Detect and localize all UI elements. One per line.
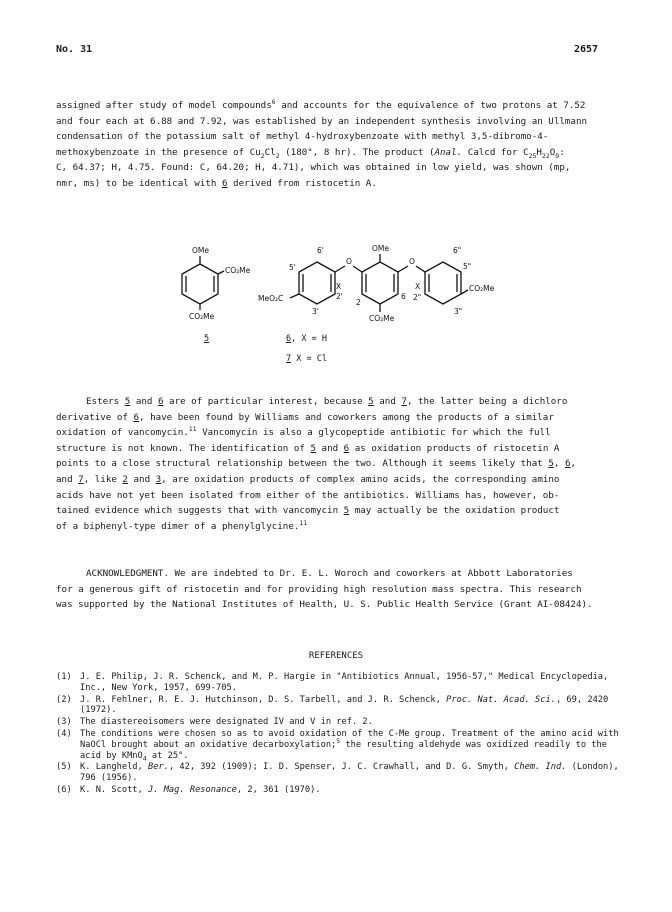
subscript: 25: [528, 151, 537, 160]
bond-ether: [353, 266, 362, 272]
journal-name: J. Mag. Resonance: [148, 784, 237, 795]
text-span: :: [559, 146, 565, 158]
paragraph-esters: [56, 394, 622, 534]
position-label: 2": [413, 293, 422, 302]
reference-text: The diastereoisomers were designated IV and V in ref. 2.: [80, 717, 373, 728]
benzene-ring-middle: [362, 262, 398, 304]
reference-item: [56, 695, 626, 717]
footnote-ref: 6: [271, 97, 276, 106]
text-span: K. N. Scott,: [80, 784, 148, 795]
page-number: 2657: [574, 44, 599, 55]
position-label: 2: [356, 298, 361, 307]
text-span: the resulting aldehyde was oxidized readily to the acid by KMnO: [80, 739, 607, 761]
label-oxygen: O: [346, 257, 352, 266]
position-label: 6': [317, 246, 324, 255]
structures-svg: [170, 242, 530, 372]
subscript: 4: [142, 754, 147, 763]
text-span: , have been found by Williams and coworkers among the products of a similar: [139, 411, 554, 423]
subscript: 9: [555, 151, 560, 160]
caption-text: , X = H: [291, 334, 327, 344]
text-span: are of particular interest, because: [163, 396, 369, 407]
compound-number: 6: [286, 334, 292, 344]
footnote-ref: 11: [188, 425, 197, 434]
reference-text: [80, 695, 626, 717]
text-span: tained evidence which suggests that with vancomycin: [56, 505, 344, 517]
reference-item: [56, 729, 626, 761]
reference-number: (1): [56, 672, 72, 682]
text-line: for a generous gift of ristocetin and for providing high resolution mass spectra. This research: [56, 583, 582, 595]
label-co2me: CO₂Me: [469, 284, 495, 293]
label-co2me: CO₂Me: [369, 314, 395, 323]
text-span: Esters: [86, 396, 125, 407]
compound-number: 7: [286, 354, 292, 364]
position-label: 3': [312, 307, 319, 316]
bond-ether: [416, 266, 425, 272]
reference-item: [56, 672, 626, 694]
reference-item: [56, 717, 626, 728]
text-span: , like: [83, 473, 123, 485]
text-span: (180°, 8 hr). The product (: [279, 146, 435, 158]
text-span: derivative of: [56, 411, 134, 423]
text-span: H: [536, 146, 542, 158]
compound-ref: 6: [221, 177, 228, 189]
text-span: ,: [553, 458, 560, 470]
position-label: 5": [463, 262, 472, 271]
text-span: and: [56, 473, 79, 485]
text-span: methoxybenzoate in the presence of Cu: [56, 146, 261, 158]
position-label: 6": [453, 246, 462, 255]
bond-ether: [335, 266, 345, 272]
text-span: as oxidation products of ristocetin A: [349, 442, 560, 454]
text-span: , are oxidation products of complex amino acids, the corresponding amino: [161, 473, 560, 485]
text-span: and: [127, 473, 156, 485]
text-span: K. Langheld,: [80, 762, 148, 773]
bond-co2me: [461, 290, 468, 294]
text-span: and: [316, 442, 344, 454]
reference-text: [80, 729, 626, 761]
acknowledgment: [56, 566, 622, 613]
journal-issue-number: No. 31: [56, 44, 93, 55]
text-span: (London), 796 (1956).: [80, 762, 619, 784]
text-span: Cl: [264, 146, 276, 158]
reference-item: [56, 762, 626, 784]
caption-text: X = Cl: [291, 354, 327, 364]
text-span: Vancomycin is also a glycopeptide antibiotic for which the full: [196, 427, 551, 439]
compound-5-caption: 5: [204, 334, 210, 344]
compound-ref: 5: [343, 505, 350, 517]
reference-text: J. E. Philip, J. R. Schenck, and M. P. Hargie in "Antibiotics Annual, 1956-57," Medical Encyclopedia, Inc., New York, 1957, 699-705.: [80, 672, 609, 693]
text-span: of a biphenyl-type dimer of a phenylglycine.: [56, 520, 300, 532]
reference-number: (5): [56, 762, 72, 773]
footnote-ref: 5: [336, 736, 341, 745]
text-span: nmr, ms) to be identical with: [56, 177, 222, 189]
subscript: 2: [260, 151, 265, 160]
subscript: 22: [541, 151, 550, 160]
text-span: O: [549, 146, 556, 158]
italic-text: Anal.: [434, 146, 463, 158]
text-span: derived from ristocetin A.: [227, 177, 377, 189]
label-oxygen: O: [409, 257, 415, 266]
label-meo2c: MeO₂C: [258, 294, 284, 303]
position-label: 2': [336, 292, 343, 301]
benzene-ring-left: [299, 262, 335, 304]
journal-name: Ber.: [148, 762, 169, 773]
bond-meo2c: [290, 294, 299, 298]
text-line: and four each at 6.88 and 7.92, was established by an independent synthesis involving an Ullmann: [56, 115, 588, 127]
paragraph-synthesis: [56, 98, 622, 192]
compound-ref: 7: [78, 473, 84, 485]
reference-number: (6): [56, 784, 72, 795]
label-co2me: CO₂Me: [225, 266, 251, 275]
compound-ref: 7: [401, 396, 407, 407]
benzene-ring-right: [425, 262, 461, 304]
text-span: structure is not known. The identification of: [56, 442, 311, 454]
text-span: and accounts for the equivalence of two protons at 7.52: [275, 100, 586, 111]
compound-ref: 6: [133, 411, 139, 423]
label-x: X: [336, 282, 342, 291]
footnote-ref: 11: [299, 518, 308, 527]
journal-name: Proc. Nat. Acad. Sci.: [446, 694, 556, 705]
text-span: Calcd for C: [462, 146, 529, 158]
text-span: , 2, 361 (1970).: [236, 784, 321, 795]
text-line: C, 64.37; H, 4.75. Found: C, 64.20; H, 4.71), which was obtained in low yield, was shown (mp,: [56, 162, 571, 174]
position-label: 3": [454, 307, 463, 316]
text-line: was supported by the National Institutes of Health, U. S. Public Health Service (Grant AI-08424).: [56, 599, 593, 611]
reference-number: (4): [56, 728, 72, 739]
reference-item: [56, 785, 626, 796]
compound-ref: 6: [564, 458, 571, 470]
journal-name: Chem. Ind.: [514, 762, 567, 773]
compound-ref: 5: [368, 396, 374, 407]
label-co2me: CO₂Me: [189, 312, 215, 321]
text-span: oxidation of vancomycin.: [56, 427, 189, 439]
compound-ref: 6: [157, 396, 164, 407]
text-span: may actually be the oxidation product: [349, 505, 560, 517]
subscript: 2: [275, 151, 280, 160]
compound-7-caption: [286, 354, 327, 364]
label-x: X: [415, 282, 421, 291]
compound-ref: 2: [122, 473, 128, 485]
references-list: [56, 672, 626, 797]
text-span: ,: [570, 458, 577, 470]
compound-ref: 5: [548, 458, 554, 470]
text-span: , the latter being a dichloro: [406, 396, 568, 407]
text-span: , 69, 2420 (1972).: [80, 694, 609, 716]
benzene-ring-5: [182, 264, 218, 304]
text-span: and: [130, 396, 158, 407]
text-span: points to a close structural relationship between the two. Although it seems likely that: [56, 458, 549, 470]
compound-6-caption: [286, 334, 327, 344]
position-label: 6: [401, 292, 406, 301]
bond-ether: [398, 266, 408, 272]
reference-text: [80, 785, 626, 796]
compound-ref: 3: [155, 473, 162, 485]
compound-ref: 5: [310, 442, 316, 454]
references-heading: REFERENCES: [308, 651, 364, 661]
reference-number: (2): [56, 694, 72, 705]
text-line: condensation of the potassium salt of methyl 4-hydroxybenzoate with methyl 3,5-dibromo-4-: [56, 131, 549, 143]
compound-ref: 5: [124, 396, 131, 407]
compound-ref: 6: [343, 442, 350, 454]
text-line: acids have not yet been isolated from either of the antibiotics. Williams has, however, ob-: [56, 489, 560, 501]
label-ome: OMe: [372, 244, 389, 253]
reference-number: (3): [56, 717, 72, 728]
text-span: J. R. Fehlner, R. E. J. Hutchinson, D. S. Tarbell, and J. R. Schenck,: [80, 694, 447, 705]
text-span: ACKNOWLEDGMENT. We are indebted to Dr. E. L. Woroch and coworkers at Abbott Laboratories: [86, 568, 573, 579]
position-label: 5': [289, 263, 296, 272]
text-span: assigned after study of model compounds: [56, 100, 272, 111]
chemical-structures-figure: [170, 242, 530, 372]
reference-text: [80, 762, 626, 784]
text-span: and: [373, 396, 402, 407]
bond-co2me: [218, 271, 224, 274]
text-span: The conditions were chosen so as to avoid oxidation of the C-Me group. Treatment of the amino acid with NaOCl brought about an oxidative decarboxylation;: [80, 728, 619, 750]
text-span: , 42, 392 (1909); I. D. Spenser, J. C. Crawhall, and D. G. Smyth,: [168, 762, 515, 773]
label-ome: OMe: [192, 246, 209, 255]
text-span: at 25°.: [146, 750, 189, 761]
